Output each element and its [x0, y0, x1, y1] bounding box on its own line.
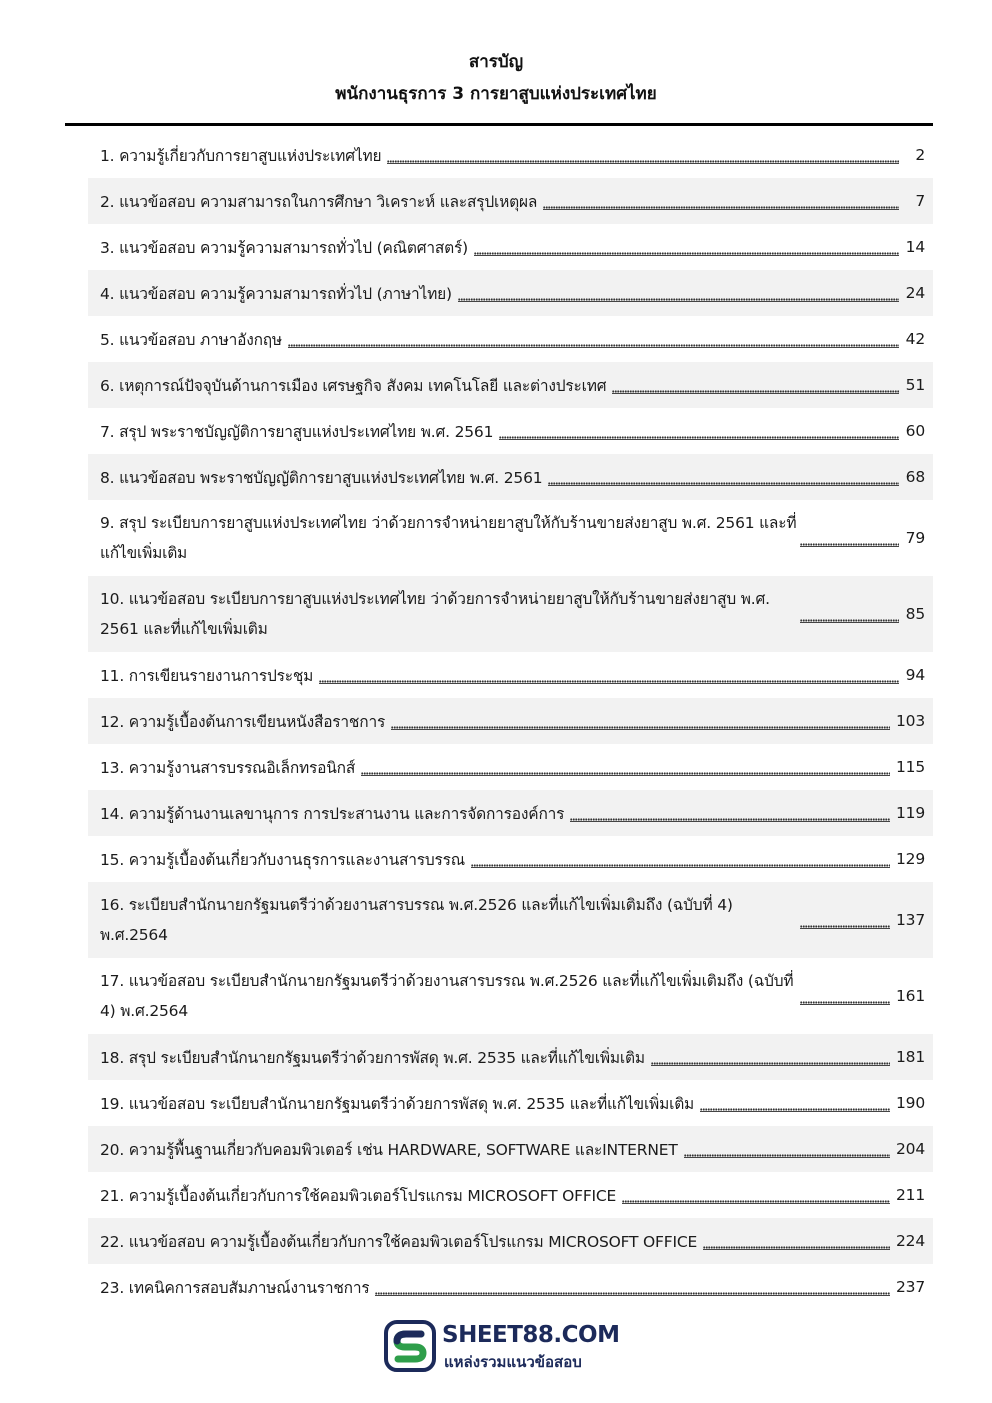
dot-leader [612, 384, 899, 394]
toc-entry-page-number: 204 [896, 1140, 925, 1158]
toc-entry[interactable] [88, 454, 933, 500]
dot-leader [700, 1102, 890, 1112]
toc-entry-title: 5. แนวข้อสอบ ภาษาอังกฤษ [100, 330, 282, 349]
toc-entry-title: 8. แนวข้อสอบ พระราชบัญญัติการยาสูบแห่งประเทศไทย พ.ศ. 2561 [100, 468, 543, 487]
toc-entry[interactable] [88, 652, 933, 698]
toc-entry-title: 23. เทคนิคการสอบสัมภาษณ์งานราชการ [100, 1278, 370, 1297]
toc-entry[interactable] [88, 958, 933, 1034]
toc-entry[interactable] [88, 500, 933, 576]
toc-entry-title: 13. ความรู้งานสารบรรณอิเล็กทรอนิกส์ [100, 758, 356, 777]
dot-leader [375, 1286, 890, 1296]
toc-entry-page-number: 7 [915, 192, 925, 210]
dot-leader [474, 246, 899, 256]
toc-entry[interactable] [88, 698, 933, 744]
dot-leader [288, 338, 899, 348]
toc-entry[interactable] [88, 270, 933, 316]
dot-leader [391, 720, 890, 730]
toc-entry-page-number: 211 [896, 1186, 925, 1204]
toc-entry-title: 4. แนวข้อสอบ ความรู้ความสามารถทั่วไป (ภาษาไทย) [100, 284, 452, 303]
toc-entry[interactable] [88, 1126, 933, 1172]
dot-leader [703, 1240, 890, 1250]
toc-entry-page-number: 115 [896, 758, 925, 776]
toc-entry[interactable] [88, 178, 933, 224]
toc-entry-page-number: 60 [905, 422, 925, 440]
sheet88-s-logo-icon [384, 1320, 436, 1372]
toc-entry-page-number: 2 [915, 146, 925, 164]
toc-entry-title: 1. ความรู้เกี่ยวกับการยาสูบแห่งประเทศไทย [100, 146, 382, 165]
toc-entry-page-number: 68 [905, 468, 925, 486]
toc-entry-page-number: 42 [905, 330, 925, 348]
toc-entry-title: 6. เหตุการณ์ปัจจุบันด้านการเมือง เศรษฐกิจ สังคม เทคโนโลยี และต่างประเทศ [100, 376, 607, 395]
toc-entry[interactable] [88, 224, 933, 270]
toc-entry[interactable] [88, 1080, 933, 1126]
brand-name: SHEET88.COM [442, 1322, 620, 1348]
toc-entry-page-number: 103 [896, 712, 925, 730]
page-title: สารบัญ [468, 52, 524, 72]
dot-leader [800, 537, 899, 547]
dot-leader [570, 812, 890, 822]
toc-entry-title: 19. แนวข้อสอบ ระเบียบสำนักนายกรัฐมนตรีว่าด้วยการพัสดุ พ.ศ. 2535 และที่แก้ไขเพิ่มเติม [100, 1094, 695, 1113]
dot-leader [458, 292, 899, 302]
toc-entry-title: 9. สรุป ระเบียบการยาสูบแห่งประเทศไทย ว่าด้วยการจำหน่ายยาสูบให้กับร้านขายส่งยาสูบ พ.ศ. 2561 และที่แก้ไขเพิ่มเติม [100, 514, 797, 562]
dot-leader [471, 858, 890, 868]
toc-entry-title: 7. สรุป พระราชบัญญัติการยาสูบแห่งประเทศไทย พ.ศ. 2561 [100, 422, 494, 441]
brand-tagline: แหล่งรวมแนวข้อสอบ [444, 1353, 582, 1371]
toc-entry-page-number: 129 [896, 850, 925, 868]
dot-leader [800, 613, 899, 623]
dot-leader [548, 476, 899, 486]
toc-entry-page-number: 224 [896, 1232, 925, 1250]
toc-entry[interactable] [88, 316, 933, 362]
toc-entry-title: 22. แนวข้อสอบ ความรู้เบื้องต้นเกี่ยวกับการใช้คอมพิวเตอร์โปรแกรม MICROSOFT OFFICE [100, 1232, 698, 1251]
toc-entry-title: 18. สรุป ระเบียบสำนักนายกรัฐมนตรีว่าด้วยการพัสดุ พ.ศ. 2535 และที่แก้ไขเพิ่มเติม [100, 1048, 645, 1067]
toc-entry[interactable] [88, 1034, 933, 1080]
dot-leader [622, 1194, 890, 1204]
toc-entry[interactable] [88, 132, 933, 178]
toc-entry-page-number: 51 [905, 376, 925, 394]
toc-entry-title: 14. ความรู้ด้านงานเลขานุการ การประสานงาน และการจัดการองค์การ [100, 804, 565, 823]
dot-leader [543, 200, 899, 210]
dot-leader [319, 674, 899, 684]
toc-entry[interactable] [88, 790, 933, 836]
toc-entry[interactable] [88, 1218, 933, 1264]
toc-entry-title: 2. แนวข้อสอบ ความสามารถในการศึกษา วิเคราะห์ และสรุปเหตุผล [100, 192, 538, 211]
toc-entry-title: 17. แนวข้อสอบ ระเบียบสำนักนายกรัฐมนตรีว่าด้วยงานสารบรรณ พ.ศ.2526 และที่แก้ไขเพิ่มเติมถึง (ฉบับที่ 4) พ.ศ.2564 [100, 972, 794, 1020]
toc-entry-page-number: 14 [905, 238, 925, 256]
site-logo [384, 1320, 620, 1372]
toc-entry[interactable] [88, 408, 933, 454]
dot-leader [651, 1056, 890, 1066]
toc-entry-title: 21. ความรู้เบื้องต้นเกี่ยวกับการใช้คอมพิวเตอร์โปรแกรม MICROSOFT OFFICE [100, 1186, 617, 1205]
toc-entry-title: 15. ความรู้เบื้องต้นเกี่ยวกับงานธุรการและงานสารบรรณ [100, 850, 465, 869]
toc-entry-page-number: 85 [905, 605, 925, 623]
dot-leader [800, 995, 890, 1005]
toc-entry-title: 11. การเขียนรายงานการประชุม [100, 666, 314, 685]
toc-entry-page-number: 137 [896, 911, 925, 929]
toc-entry-title: 3. แนวข้อสอบ ความรู้ความสามารถทั่วไป (คณิตศาสตร์) [100, 238, 468, 257]
toc-entry-page-number: 94 [905, 666, 925, 684]
document-subtitle: พนักงานธุรการ 3 การยาสูบแห่งประเทศไทย [335, 84, 657, 104]
dot-leader [800, 919, 890, 929]
toc-entry[interactable] [88, 836, 933, 882]
toc-entry-page-number: 79 [905, 529, 925, 547]
toc-entry[interactable] [88, 576, 933, 652]
title-divider [65, 123, 933, 126]
toc-entry-page-number: 24 [905, 284, 925, 302]
toc-entry-title: 12. ความรู้เบื้องต้นการเขียนหนังสือราชการ [100, 712, 386, 731]
dot-leader [387, 154, 899, 164]
toc-entry-page-number: 190 [896, 1094, 925, 1112]
toc-entry[interactable] [88, 744, 933, 790]
toc-entry[interactable] [88, 1172, 933, 1218]
toc-entry-page-number: 181 [896, 1048, 925, 1066]
toc-entry-page-number: 161 [896, 987, 925, 1005]
toc-entry[interactable] [88, 882, 933, 958]
toc-entry-title: 10. แนวข้อสอบ ระเบียบการยาสูบแห่งประเทศไทย ว่าด้วยการจำหน่ายยาสูบให้กับร้านขายส่งยาสูบ พ.ศ. 2561 และที่แก้ไขเพิ่มเติม [100, 590, 770, 638]
dot-leader [361, 766, 890, 776]
table-of-contents [88, 132, 933, 1310]
toc-entry-title: 16. ระเบียบสำนักนายกรัฐมนตรีว่าด้วยงานสารบรรณ พ.ศ.2526 และที่แก้ไขเพิ่มเติมถึง (ฉบับที่ 4) พ.ศ.2564 [100, 896, 733, 944]
dot-leader [684, 1148, 890, 1158]
toc-entry-page-number: 119 [896, 804, 925, 822]
dot-leader [499, 430, 899, 440]
toc-entry-title: 20. ความรู้พื้นฐานเกี่ยวกับคอมพิวเตอร์ เช่น HARDWARE, SOFTWARE และINTERNET [100, 1140, 678, 1159]
toc-entry[interactable] [88, 1264, 933, 1310]
toc-entry-page-number: 237 [896, 1278, 925, 1296]
toc-entry[interactable] [88, 362, 933, 408]
